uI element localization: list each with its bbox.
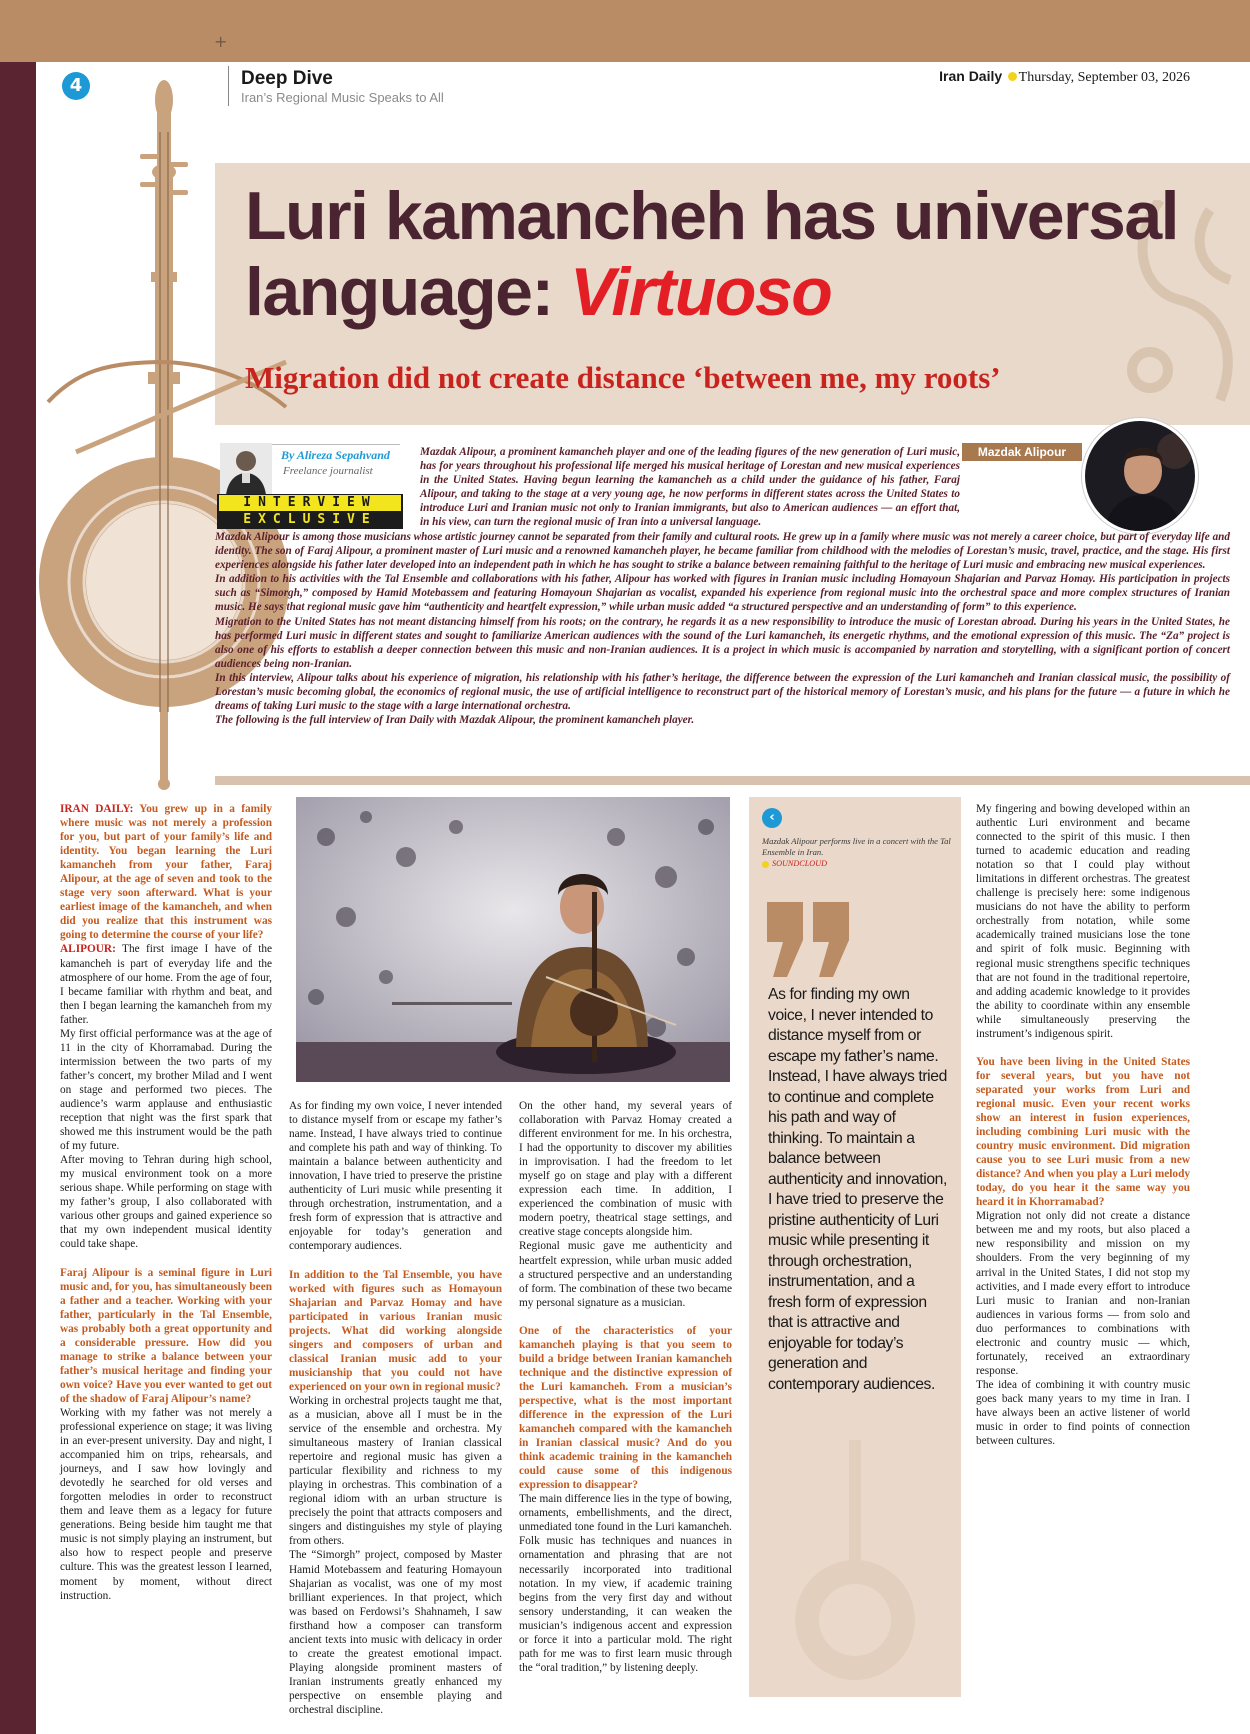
body-column-5	[976, 802, 1190, 1448]
answer-4: The main difference lies in the type of bowing, ornaments, embellishments, and the direct, unmediated tone found in the Luri kamancheh. Folk music has techniques and nuances in ornamentation and phrasing that are not necessarily incorporated into traditional notation. In my view, if academic training begins from the very first day and without sensory understanding, it can weaken the musician’s indigenous accent and expression or force it into a particular mold. The right path for me was to first learn music through the “oral tradition,” by listening deeply.	[519, 1493, 732, 1674]
intro-paragraph-1	[420, 445, 960, 530]
portrait-image	[1085, 421, 1198, 534]
masthead	[939, 68, 1190, 86]
author-photo	[220, 443, 272, 495]
question-5: You have been living in the United States for several years, but you have not separated your works from Luri and regional music. Even your recent works show an interest in fusion experiences, including combining Luri music with the country music environment. Did migration cause you to see Luri music from a new distance? And when you play a Luri melody today, do you hear it the same way you heard it in Khorramabad?	[976, 1055, 1190, 1209]
paragraph-gap	[519, 1310, 732, 1324]
page-number-badge: 4	[62, 72, 90, 100]
subject-name-tag: Mazdak Alipour	[962, 443, 1082, 461]
top-band	[0, 0, 1250, 62]
badge-line-exclusive: EXCLUSIVE	[243, 512, 377, 527]
answer-1-paragraph-3: After moving to Tehran during high school, my musical environment took on a more serious shape. While performing on stage with my father’s group, I also collaborated with various other groups and gained experience so that my own independent musical identity could take shape.	[60, 1154, 272, 1251]
paragraph-gap	[60, 1252, 272, 1266]
intro-text-b2: In addition to his activities with the Tal Ensemble and collaborations with his father, Alipour has worked with figures in Iranian music including Homayoun Shajarian and Parvaz Homay. His participation in projects such as “Simorgh,” composed by Hamid Motebassem and featuring Homayoun Shajarian as vocalist, expanded his experience from regional music into the orchestral space and more complex structures of Iranian music. He says that regional music gave him “authenticity and heartfelt expression,” while urban music added “a structured perspective and an understanding of form” to this experience.	[215, 573, 1230, 614]
section-title: Deep Dive	[241, 68, 333, 89]
crop-mark: +	[214, 32, 228, 51]
photo-credit	[762, 859, 827, 868]
answer-1-paragraph-2: My first official performance was at the age of 11 in the city of Khorramabad. During the intermission between the two parts of my father’s concert, my brother Milad and I went on stage and performed two pieces. The audience’s warm applause and enthusiastic reception that night was the first spark that showed me this instrument would be the path of my future.	[60, 1027, 272, 1153]
section-subtitle: Iran’s Regional Music Speaks to All	[241, 90, 444, 105]
headline-main: Luri kamancheh has universal language:	[245, 178, 1179, 330]
answer-1-text: The first image I have of the kamancheh is part of everyday life and the atmosphere of our home. From the age of four, I became familiar with rhythm and beat, and then I began learning the kamancheh from my father.	[60, 943, 272, 1026]
subheadline: Migration did not create distance ‘between me, my roots’	[245, 360, 1001, 395]
paragraph-gap	[289, 1254, 502, 1268]
quote-mark-icon	[765, 902, 855, 977]
headline-accent: Virtuoso	[570, 254, 832, 330]
question-3: In addition to the Tal Ensemble, you have worked with figures such as Homayoun Shajarian and Parvaz Homay and have participated in various Iranian music projects. What did working alongside singers and composers of urban and classical Iranian music add to your musicianship that you could not have experienced on your own in regional music?	[289, 1268, 502, 1393]
sidebar-instrument-decoration-icon	[775, 1440, 935, 1690]
answer-4-paragraph-2: My fingering and bowing developed within an authentic Luri environment and became connected to the spirit of this music. I then turned to academic education and reading notation so that I could play without limitations in different orchestras. The greatest challenge is precisely here: some indigenous musicians do not have the ability to perform orchestrally from notation, while some academically trained musicians lose the tone and spirit of folk music. Beginning with regional music strengthens specific techniques that are not found in the traditional repertoire, and adding academic knowledge to it provides the ability to coordinate within any ensemble while simultaneously preserving the instrument’s indigenous spirit.	[976, 803, 1190, 1040]
question-4: One of the characteristics of your kamancheh playing is that you seem to build a bridge between Iranian kamancheh technique and the distinctive expression of the Luri kamancheh. From a musician’s perspective, what is the most important difference in the expression of the Luri kamancheh compared with the kamancheh in Iranian classical music? And do you think academic training in the kamancheh could cause some of this indigenous expression to disappear?	[519, 1324, 732, 1492]
body-column-2	[289, 1099, 502, 1717]
left-color-bar	[0, 62, 36, 1734]
previous-arrow-button[interactable]: ‹	[762, 808, 782, 828]
answer-3-paragraph-3: On the other hand, my several years of collaboration with Parvaz Homay created a different environment for me. In his orchestra, I had the opportunity to discover my abilities in improvisation. I had the freedom to let myself go on stage and play with a different expression each time. In addition, I experienced the combination of music with modern poetry, theatrical stage settings, and creative stage concepts alongside him.	[519, 1100, 732, 1239]
answer-1	[60, 942, 272, 1026]
issue-date: Thursday, September 03, 2026	[1018, 70, 1190, 85]
badge-line-interview: INTERVIEW	[219, 495, 401, 511]
answer-5: Migration not only did not create a distance between me and my roots, but also placed a new responsibility and mission on my shoulders. From the very beginning of my arrival in the United States, I did not stop my activities, and I made every effort to introduce Luri music to Iranian and non-Iranian audiences in various forms — from solo and duo performances to combinations with electronic and country music — which, fortunately, received an extraordinary response.	[976, 1210, 1190, 1377]
intro-text-b1: Mazdak Alipour is among those musicians whose artistic journey cannot be separated from their family and cultural roots. He grew up in a family where music was not merely a career choice, but part of everyday life and identity. The son of Faraj Alipour, a prominent master of Luri music and a renowned kamancheh player, he became familiar from childhood with the melodies of Lorestan’s music, travel, practice, and the stage. His first experiences alongside his father later developed into an independent path in which he has sought to strike a balance between remaining faithful to the heritage of Luri music and embracing new musical experiences.	[215, 531, 1230, 572]
answer-2: Working with my father was not merely a professional experience on stage; it was living in an ever-present university. Day and night, I accompanied him on trips, rehearsals, and journeys, and I saw how lovingly and devotedly he searched for old verses and forgotten melodies in order to reconstruct them and leave them as a legacy for future generations. Being beside him taught me that music is not simply playing an instrument, but also how to respect people and preserve culture. This was the greatest lesson I learned, moment by moment, without direct instruction.	[60, 1406, 272, 1602]
answer-3-paragraph-2: The “Simorgh” project, composed by Master Hamid Motebassem and featuring Homayoun Shajarian as vocalist, was one of my most brilliant experiences. In that project, which was based on Ferdowsi’s Shahnameh, I saw firsthand how a composer can transform ancient texts into music with delicacy in order to create the greatest emotional impact. Playing alongside prominent masters of Iranian instruments greatly enhanced my perspective on ensemble playing and orchestral discipline.	[289, 1549, 502, 1716]
concert-photo	[296, 797, 730, 1082]
intro-text-b3: Migration to the United States has not meant distancing himself from his roots; on the contrary, he regards it as a new responsibility to introduce the music of Lorestan abroad. During his years in the United States, he has performed Luri music in different states and sought to familiarize American audiences with the sound of the Luri kamancheh, its energetic rhythms, and the emotional expression of this music. The “Za” project is also one of his efforts to establish a deeper connection between this music and non-Iranian audiences. It is a project in which music is accompanied by narration and storytelling, with a significant portion of concert audiences being non-Iranian.	[215, 615, 1230, 670]
headline	[245, 178, 1235, 330]
body-column-3	[519, 1099, 732, 1675]
answer-3-paragraph-4: Regional music gave me authenticity and heartfelt expression, while urban music added a structured perspective and an understanding of form. The combination of these two became my personal signature as a musician.	[519, 1240, 732, 1309]
intro-text-b5: The following is the full interview of Iran Daily with Mazdak Alipour, the prominent kamancheh player.	[215, 714, 695, 727]
photo-credit-text: SOUNDCLOUD	[772, 859, 828, 868]
answer-5-paragraph-2: The idea of combining it with country music goes back many years to my time in Iran. I have always been an active listener of world music in order to find points of connection between cultures.	[976, 1378, 1190, 1448]
pullquote-text: As for finding my own voice, I never intended to distance myself from or escape my father’s name. Instead, I have always tried to continue and complete his path and way of thinking. To maintain a balance between authenticity and innovation, I have tried to preserve the pristine authenticity of Luri music while presenting it through orchestration, instrumentation, and a fresh form of expression that is attractive and enjoyable for today’s generation and contemporary audiences.	[768, 986, 947, 1393]
interview-exclusive-badge	[217, 494, 403, 529]
section-divider-band	[215, 776, 1250, 785]
body-column-1	[60, 802, 272, 1603]
answer-1-lead: ALIPOUR:	[60, 943, 116, 956]
intro-text-a: Mazdak Alipour, a prominent kamancheh player and one of the leading figures of the new generation of Luri music, has for years throughout his professional life merged his musical heritage of Lorestan and new musical experiences in the United States. Having begun learning the kamancheh as a child under the guidance of his father, Faraj Alipour, and taking to the stage at a very young age, he now performs in different states across the United States to introduce Luri and Iranian music not only to Iranian immigrants, but also to American audiences — an effort that, in his view, can turn the regional music of Iran into a universal language.	[420, 446, 960, 529]
question-1-text: You grew up in a family where music was not merely a profession for you, but part of your family’s life and identity. You began learning the Luri kamancheh from your father, Faraj Alipour, at the age of seven and took to the stage very soon afterward. What is your earliest image of the kamancheh, and when did you realize that this instrument was going to determine the course of your life?	[60, 803, 272, 942]
photo-caption: Mazdak Alipour performs live in a concert with the Tal Ensemble in Iran.	[762, 836, 951, 857]
question-1-lead: IRAN DAILY:	[60, 803, 134, 815]
intro-block	[215, 530, 1230, 727]
byline-role: Freelance journalist	[283, 465, 373, 477]
concert-photo-image	[296, 797, 730, 1082]
subject-portrait	[1082, 418, 1198, 534]
intro-text-b4: In this interview, Alipour talks about his experience of migration, his relationship with his father’s heritage, the difference between the expression of the Luri kamancheh and Iranian classical music, the possibility of Lorestan’s music becoming global, the economics of regional music, the use of artificial intelligence to reconstruct part of the historical memory of Lorestan’s music, and his plans for the future — a future in which he dreams of taking Luri music to the stage with a large international orchestra.	[215, 671, 1230, 713]
credit-dot-icon	[762, 861, 769, 868]
paragraph-gap	[976, 1041, 1190, 1055]
masthead-dot-icon	[1008, 72, 1017, 81]
question-1	[60, 802, 272, 942]
byline: By Alireza Sepahvand	[281, 448, 390, 462]
question-2: Faraj Alipour is a seminal figure in Luri music and, for you, has simultaneously been a father and a teacher. Working with your father, particularly in the Tal Ensemble, was probably both a great opportunity and a considerable pressure. How did you manage to strike a balance between your father’s musical heritage and finding your own voice? Have you ever wanted to get out of the shadow of Faraj Alipour’s name?	[60, 1266, 272, 1405]
paper-name: Iran Daily	[939, 68, 1003, 84]
answer-2-paragraph-2: As for finding my own voice, I never intended to distance myself from or escape my father’s name. Instead, I have always tried to continue and complete his path and way of thinking. To maintain a balance between authenticity and innovation, I have tried to preserve the pristine authenticity of Luri music while presenting it through orchestration, instrumentation, and a fresh form of expression that is attractive and enjoyable for today’s generation and contemporary audiences.	[289, 1100, 502, 1253]
answer-3: Working in orchestral projects taught me that, as a musician, above all I must be in the service of the ensemble and orchestra. My simultaneous mastery of Iranian classical repertoire and regional music has given a particular flexibility and richness to my playing in orchestras. This combination of a regional idiom with an urban structure is precisely the point that attracts composers and singers and distinguishes my style of playing from others.	[289, 1394, 502, 1548]
